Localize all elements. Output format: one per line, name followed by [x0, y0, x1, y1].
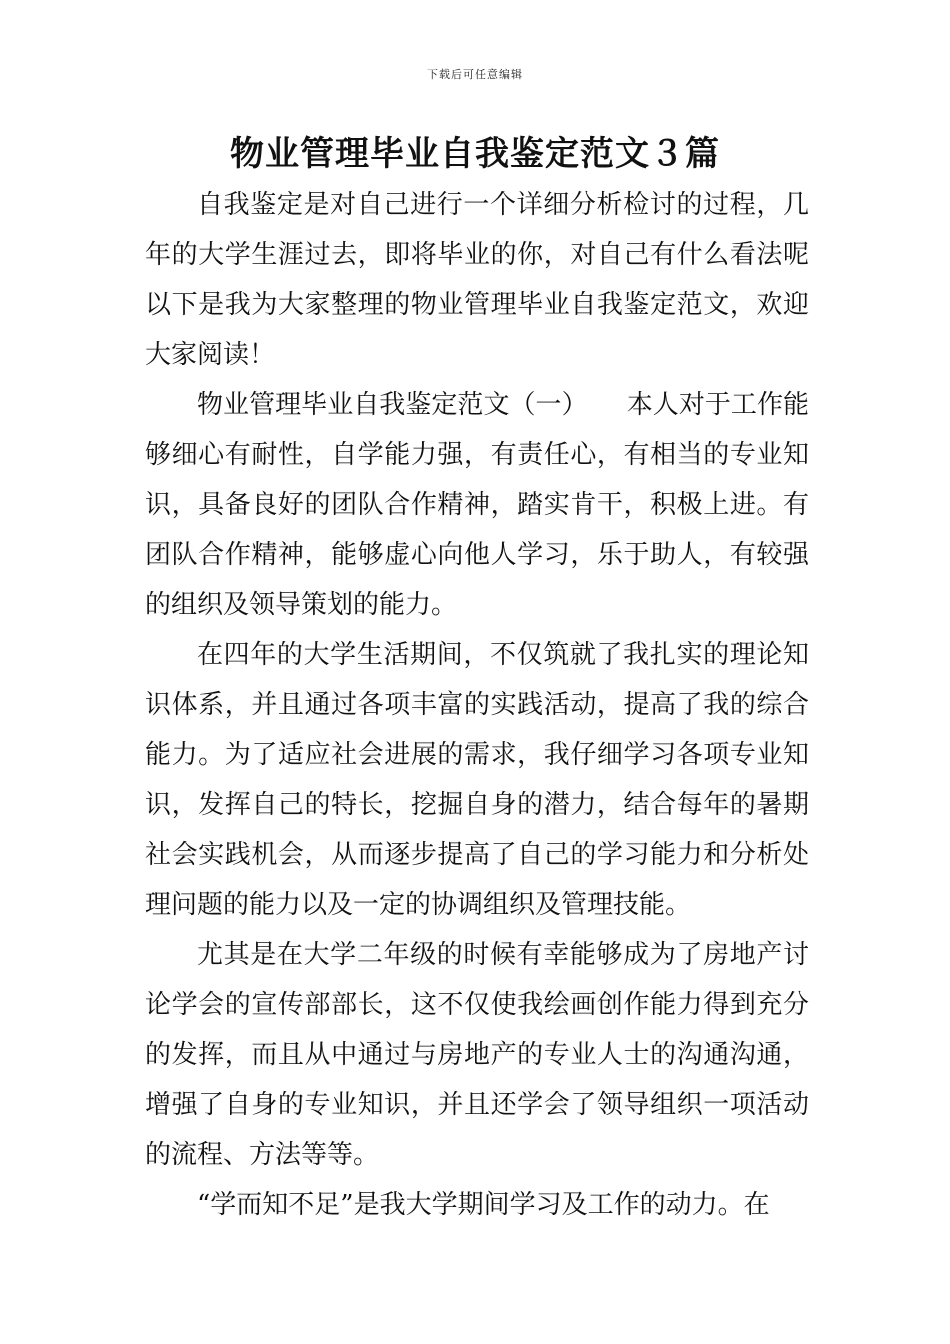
paragraph-motivation: “学而知不足”是我大学期间学习及工作的动力。在 [197, 1190, 770, 1220]
paragraph-sample-one: 物业管理毕业自我鉴定范文（一） 本人对于工作能够细心有耐性，自学能力强，有责任心，有相当的专业知识，具备良好的团队合作精神，踏实肯干，积极上进。有团队合作精神，能够虚心向他人学习，乐于助人，有较强的组织及领导策划的能力。 [145, 390, 809, 620]
paragraph-intro: 自我鉴定是对自己进行一个详细分析检讨的过程，几年的大学生涯过去，即将毕业的你，对自己有什么看法呢以下是我为大家整理的物业管理毕业自我鉴定范文，欢迎大家阅读！ [145, 190, 809, 370]
document-title: 物业管理毕业自我鉴定范文３篇 [230, 134, 720, 174]
header-note: 下载后可任意编辑 [427, 68, 523, 81]
paragraph-university-life: 在四年的大学生活期间，不仅筑就了我扎实的理论知识体系，并且通过各项丰富的实践活动，提高了我的综合能力。为了适应社会进展的需求，我仔细学习各项专业知识，发挥自己的特长，挖掘自身的潜力，结合每年的暑期社会实践机会，从而逐步提高了自己的学习能力和分析处理问题的能力以及一定的协调组织及管理技能。 [145, 640, 809, 920]
document-body [145, 180, 809, 1230]
paragraph-club-experience: 尤其是在大学二年级的时候有幸能够成为了房地产讨论学会的宣传部部长，这不仅使我绘画创作能力得到充分的发挥，而且从中通过与房地产的专业人士的沟通沟通，增强了自身的专业知识，并且还学会了领导组织一项活动的流程、方法等等。 [145, 940, 809, 1170]
